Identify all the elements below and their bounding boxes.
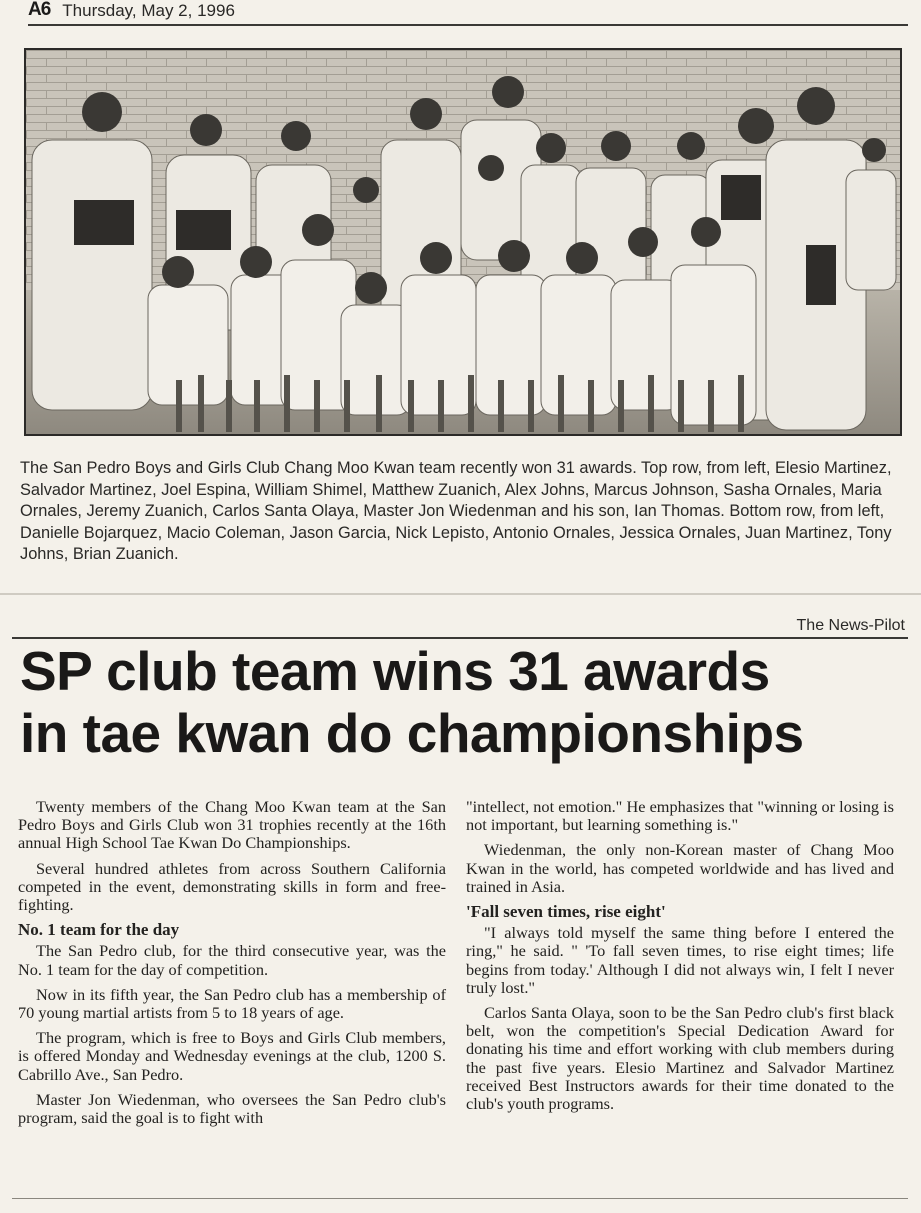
article-paragraph: The program, which is free to Boys and Girls Club members, is offered Monday and Wednesday evenings at the club, 1200 S. Cabrillo Ave., San Pedro. (18, 1028, 446, 1084)
source-credit: The News-Pilot (796, 617, 905, 634)
headline (20, 640, 910, 764)
subheading: No. 1 team for the day (18, 920, 180, 940)
headline-line-1: SP club team wins 31 awards (20, 640, 770, 702)
article-paragraph: Carlos Santa Olaya, soon to be the San Pedro club's first black belt, won the competition's Special Dedication Award for donating his time and effort working with club members during the past five years. Elesio Martinez and Salvador Martinez received Best Instructors awards for their time donated to the club's youth programs. (466, 1003, 894, 1114)
team-photo (24, 48, 902, 436)
article-paragraph: "intellect, not emotion." He emphasizes that "winning or losing is not important, but learning something is." (466, 797, 894, 835)
article-paragraph: Wiedenman, the only non-Korean master of Chang Moo Kwan in the world, has competed worldwide and has lived and trained in Asia. (466, 840, 894, 896)
article-paragraph: Twenty members of the Chang Moo Kwan team at the San Pedro Boys and Girls Club won 31 trophies recently at the 16th annual High School Tae Kwan Do Championships. (18, 797, 446, 853)
fold-divider (0, 593, 921, 595)
headline-line-2: in tae kwan do championships (20, 702, 804, 764)
subheading: 'Fall seven times, rise eight' (466, 902, 666, 922)
page-number: A6 (28, 0, 51, 20)
page-header (28, 2, 908, 26)
article-paragraph: The San Pedro club, for the third consecutive year, was the No. 1 team for the day of competition. (18, 941, 446, 979)
article-column-right (466, 798, 894, 1120)
section-rule (12, 637, 908, 639)
photo-caption: The San Pedro Boys and Girls Club Chang Moo Kwan team recently won 31 awards. Top row, from left, Elesio Martinez, Salvador Martinez, Joel Espina, William Shimel, Matthew Zuanich, Alex Johns, Marcus Johnson, Sasha Ornales, Maria Ornales, Jeremy Zuanich, Carlos Santa Olaya, Master Jon Wiedenman and his son, Ian Thomas. Bottom row, from left, Danielle Bojarquez, Macio Coleman, Jason Garcia, Nick Lepisto, Antonio Ornales, Jessica Ornales, Juan Martinez, Tony Johns, Brian Zuanich. (20, 459, 892, 563)
article-paragraph: "I always told myself the same thing before I entered the ring," he said. " 'To fall seven times, to rise eight times; life begins from today.' Although I did not always win, I felt I never truly lost." (466, 923, 894, 997)
bottom-rule (12, 1198, 908, 1199)
article-column-left (18, 798, 446, 1134)
article-paragraph: Several hundred athletes from across Southern California competed in the event, demonstrating skills in form and free-fighting. (18, 858, 446, 915)
article-paragraph: Now in its fifth year, the San Pedro club has a membership of 70 young martial artists from 5 to 18 years of age. (18, 984, 446, 1023)
article-paragraph: Master Jon Wiedenman, who oversees the San Pedro club's program, said the goal is to fight with (18, 1089, 446, 1128)
publication-date: Thursday, May 2, 1996 (62, 1, 235, 20)
